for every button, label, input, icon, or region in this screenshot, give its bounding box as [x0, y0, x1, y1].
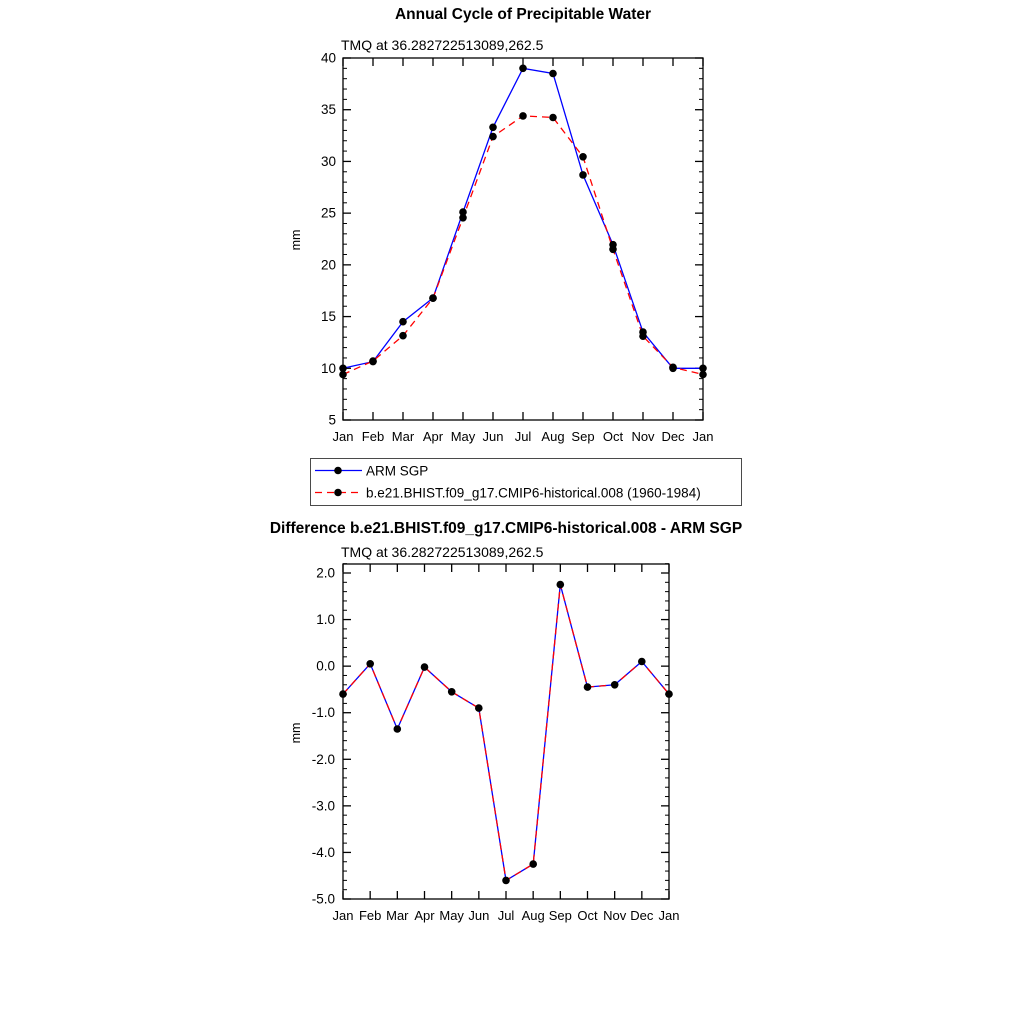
- data-point: [669, 364, 677, 372]
- data-point: [549, 114, 557, 122]
- y-tick-label: 10: [320, 360, 336, 376]
- x-tick-label: Aug: [521, 908, 545, 923]
- y-tick-label: 35: [320, 102, 336, 118]
- annual-cycle-plot-area: [321, 51, 714, 445]
- y-tick-label: 25: [320, 205, 336, 221]
- data-point: [459, 214, 467, 222]
- data-point: [399, 318, 407, 326]
- x-tick-label: Jan: [332, 429, 354, 444]
- data-point: [529, 860, 537, 868]
- data-point: [665, 690, 673, 698]
- data-point: [366, 660, 374, 668]
- series-line: [343, 585, 669, 881]
- x-tick-label: Jan: [692, 429, 714, 444]
- x-tick-label: Jul: [497, 908, 515, 923]
- x-tick-label: Apr: [414, 908, 435, 923]
- plot-frame: [343, 564, 669, 899]
- x-tick-label: Sep: [548, 908, 572, 923]
- x-tick-label: Jun: [468, 908, 490, 923]
- y-tick-label: -1.0: [311, 705, 335, 721]
- data-point: [579, 171, 587, 179]
- data-point: [557, 581, 565, 589]
- x-tick-label: Jun: [482, 429, 504, 444]
- annual-cycle-y-axis-label: mm: [289, 229, 303, 251]
- difference-plot-area: [312, 564, 680, 923]
- data-point: [549, 70, 557, 78]
- x-tick-label: Feb: [358, 908, 382, 923]
- x-tick-label: Nov: [603, 908, 627, 923]
- y-tick-label: 20: [320, 257, 336, 273]
- data-point: [421, 663, 429, 671]
- x-tick-label: Mar: [391, 429, 415, 444]
- data-point: [339, 690, 347, 698]
- x-tick-label: Jan: [332, 908, 354, 923]
- y-tick-label: -5.0: [311, 891, 335, 907]
- y-tick-label: 5: [328, 412, 336, 428]
- legend-obs-marker-icon: [334, 467, 342, 475]
- x-tick-label: Jan: [658, 908, 680, 923]
- x-tick-label: May: [439, 908, 464, 923]
- annual-cycle-subtitle: TMQ at 36.282722513089,262.5: [341, 37, 544, 53]
- data-point: [611, 681, 619, 689]
- x-tick-label: Feb: [361, 429, 385, 444]
- data-point: [399, 332, 407, 340]
- series-line: [343, 116, 703, 375]
- x-tick-label: Mar: [386, 908, 409, 923]
- y-tick-label: 1.0: [316, 612, 335, 628]
- y-tick-label: -2.0: [311, 751, 335, 767]
- data-point: [519, 112, 527, 120]
- y-tick-label: 15: [320, 309, 336, 325]
- y-tick-label: 0.0: [316, 658, 335, 674]
- data-point: [448, 688, 456, 696]
- legend-model-label: b.e21.BHIST.f09_g17.CMIP6-historical.008 (1960-1984): [366, 485, 701, 501]
- x-tick-label: Dec: [630, 908, 654, 923]
- data-point: [519, 65, 527, 73]
- difference-subtitle: TMQ at 36.282722513089,262.5: [341, 544, 544, 560]
- data-point: [638, 658, 646, 666]
- x-tick-label: Jul: [514, 429, 532, 444]
- x-tick-label: Apr: [422, 429, 444, 444]
- data-point: [339, 371, 347, 379]
- x-tick-label: Sep: [571, 429, 595, 444]
- y-tick-label: -4.0: [311, 844, 335, 860]
- y-tick-label: 2.0: [316, 565, 335, 581]
- data-point: [429, 294, 437, 302]
- data-point: [579, 153, 587, 161]
- y-tick-label: -3.0: [311, 798, 335, 814]
- data-point: [394, 725, 402, 733]
- series-line-overlay: [343, 585, 669, 881]
- annual-cycle-title: Annual Cycle of Precipitable Water: [394, 6, 652, 23]
- x-tick-label: Dec: [661, 429, 685, 444]
- difference-y-axis-label: mm: [289, 722, 303, 744]
- x-tick-label: Nov: [631, 429, 655, 444]
- data-point: [369, 357, 377, 365]
- data-point: [489, 124, 497, 132]
- data-point: [699, 371, 707, 379]
- data-point: [639, 332, 647, 340]
- y-tick-label: 40: [320, 50, 336, 66]
- x-tick-label: May: [450, 429, 476, 444]
- x-tick-label: Oct: [577, 908, 598, 923]
- annual-cycle-legend: [311, 459, 742, 506]
- legend-obs-label: ARM SGP: [366, 463, 429, 479]
- data-point: [502, 877, 510, 885]
- x-tick-label: Aug: [541, 429, 565, 444]
- data-point: [609, 246, 617, 254]
- data-point: [489, 133, 497, 141]
- data-point: [584, 683, 592, 691]
- difference-title: Difference b.e21.BHIST.f09_g17.CMIP6-historical.008 - ARM SGP: [269, 520, 743, 537]
- legend-model-marker-icon: [334, 489, 342, 497]
- data-point: [475, 704, 483, 712]
- x-tick-label: Oct: [602, 429, 624, 444]
- y-tick-label: 30: [320, 153, 336, 169]
